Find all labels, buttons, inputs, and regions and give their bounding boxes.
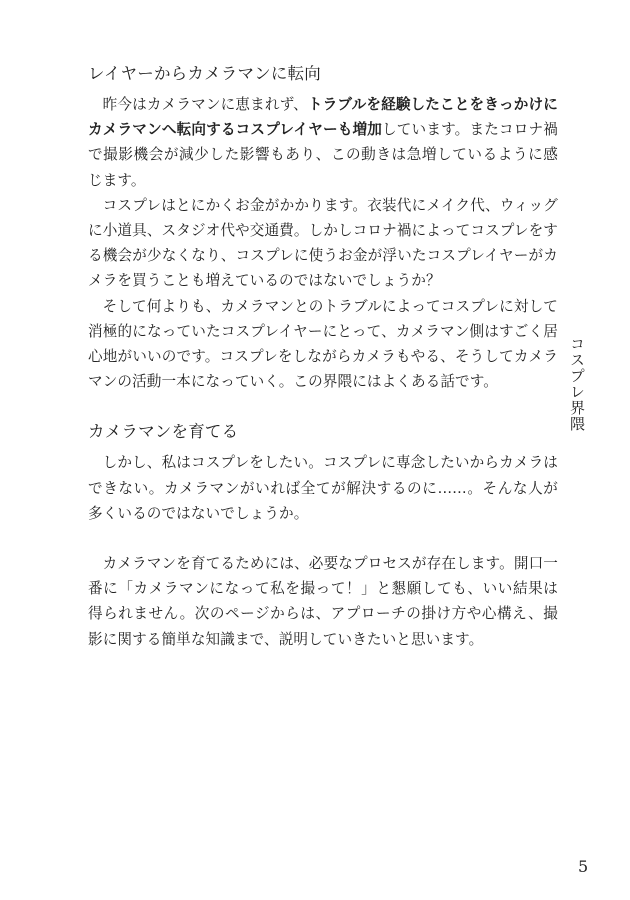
paragraph: コスプレはとにかくお金がかかります。衣装代にメイク代、ウィッグに小道具、スタジオ代や交通費。しかしコロナ禍によってコスプレをする機会が少なくなり、コスプレに使うお金が浮いたコスプレイヤーがカメラを買うことも増えているのではないでしょうか？ [88, 196, 558, 290]
paragraph-text: しています。またコロナ禍で撮影機会が減少した影響もあり、この動きは急増しているように感じます。 [88, 121, 558, 189]
page-body [88, 62, 558, 652]
paragraph [88, 92, 558, 193]
paragraph-text: 昨今はカメラマンに恵まれず、 [102, 96, 308, 113]
paragraph: カメラマンを育てるためには、必要なプロセスが存在します。開口一番に「カメラマンになって私を撮って！」と懇願しても、いい結果は得られません。次のページからは、アプローチの掛け方や心構え、撮影に関する簡単な知識まで、説明していきたいと思います。 [88, 555, 558, 648]
page-number: 5 [578, 857, 589, 876]
chapter-side-label: コスプレ界隈 [568, 336, 586, 432]
paragraph: そして何よりも、カメラマンとのトラブルによってコスプレに対して消極的になっていたコスプレイヤーにとって、カメラマン側はすごく居心地がいいのです。コスプレをしながらカメラもやる、そうしてカメラマンの活動一本になっていく。この界隈にはよくある話です。 [88, 297, 558, 391]
section-heading-raise-cameraman: カメラマンを育てる [88, 422, 239, 442]
emphasized-text: トラブルを経験したことをきっかけにカメラマンへ転向するコスプレイヤーも増加 [88, 96, 558, 139]
section-heading-layer-to-cameraman: レイヤーからカメラマンに転向 [88, 64, 321, 83]
paragraph: しかし、私はコスプレをしたい。コスプレに専念したいからカメラはできない。カメラマンがいれば全てが解決するのに……。そんな人が多くいるのではないでしょうか。 [88, 454, 558, 522]
